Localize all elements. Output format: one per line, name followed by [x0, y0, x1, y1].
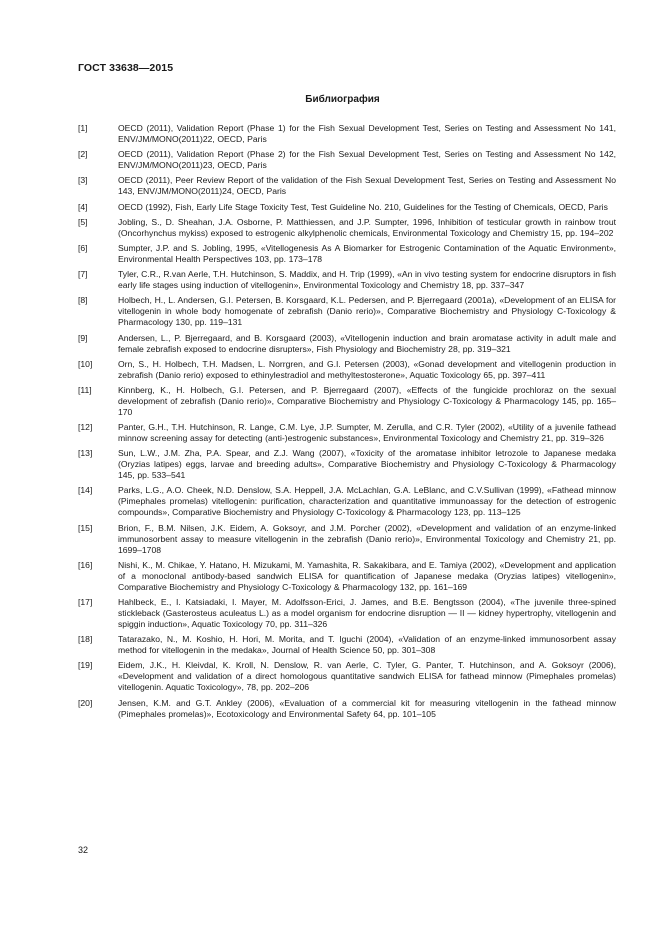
- entry-text: Panter, G.H., T.H. Hutchinson, R. Lange, C.M. Lye, J.P. Sumpter, M. Zerulla, and C.R. Tyler (2002), «Utility of a juvenile fathead minnow screening assay for detecting (anti-)estrogenic substances», Environmental Toxicology and Chemistry 21, pp. 319–326: [118, 422, 616, 444]
- bibliography-entry: [78, 149, 616, 171]
- entry-number: [10]: [78, 358, 93, 369]
- entry-text: Sumpter, J.P. and S. Jobling, 1995, «Vitellogenesis As A Biomarker for Estrogenic Contamination of the Aquatic Environment», Environmental Health Perspectives 103, pp. 173–178: [118, 242, 616, 264]
- bibliography-entry: [78, 217, 616, 239]
- entry-number: [12]: [78, 422, 93, 433]
- entry-text: Holbech, H., L. Andersen, G.I. Petersen, B. Korsgaard, K.L. Pedersen, and P. Bjerregaard (2001a), «Development of an ELISA for vitellogenin in whole body homogenate of zebrafish (Danio rerio)», Comparative Biochemistry and Physiology C-Toxicology & Pharmacology 130, pp. 119–131: [118, 295, 616, 328]
- entry-number: [14]: [78, 485, 93, 496]
- bibliography-entry: [78, 448, 616, 481]
- entry-text: Andersen, L., P. Bjerregaard, and B. Korsgaard (2003), «Vitellogenin induction and brain aromatase activity in adult male and female zebrafish exposed to endocrine disrupters», Fish Physiology and Biochemistry 28, pp. 319–321: [118, 332, 616, 354]
- entry-text: Jobling, S., D. Sheahan, J.A. Osborne, P. Matthiessen, and J.P. Sumpter, 1996, Inhibition of testicular growth in rainbow trout (Oncorhynchus mykiss) exposed to estrogenic alkylphenolic chemicals, Environmental Toxicology and Chemistry 15, pp. 194–202: [118, 216, 616, 238]
- entry-number: [9]: [78, 332, 88, 343]
- entry-text: Parks, L.G., A.O. Cheek, N.D. Denslow, S.A. Heppell, J.A. McLachlan, G.A. LeBlanc, and C.V.Sullivan (1999), «Fathead minnow (Pimephales promelas) vitellogenin: purification, characterization and quantitative immunoassay for the detection of estrogenic compounds», Comparative Biochemistry and Physiology C-Toxicology & Pharmacology 123, pp. 113–125: [118, 485, 616, 518]
- bibliography-entry: [78, 634, 616, 656]
- entry-text: OECD (1992), Fish, Early Life Stage Toxicity Test, Test Guideline No. 210, Guidelines for the Testing of Chemicals, OECD, Paris: [118, 201, 608, 212]
- entry-number: [5]: [78, 216, 88, 227]
- bibliography-entry: [78, 660, 616, 693]
- entry-text: Sun, L.W., J.M. Zha, P.A. Spear, and Z.J. Wang (2007), «Toxicity of the aromatase inhibitor letrozole to Japanese medaka (Oryzias latipes) eggs, larvae and breeding adults», Comparative Biochemistry and Physiology C-Toxicology & Pharmacology 145, pp. 533–541: [118, 448, 616, 481]
- bibliography-entry: [78, 422, 616, 444]
- bibliography-entry: [78, 359, 616, 381]
- entry-number: [20]: [78, 697, 93, 708]
- entry-text: Tyler, C.R., R.van Aerle, T.H. Hutchinson, S. Maddix, and H. Trip (1999), «An in vivo testing system for endocrine disruptors in fish early life stages using induction of vitellogenin», Environmental Toxicology and Chemistry 18, pp. 337–347: [118, 269, 616, 291]
- bibliography-entry: [78, 560, 616, 593]
- entry-number: [2]: [78, 149, 88, 160]
- bibliography-entry: [78, 385, 616, 418]
- entry-text: OECD (2011), Peer Review Report of the validation of the Fish Sexual Development Test, Series on Testing and Assessment No 143, ENV/JM/MONO(2011)24, OECD, Paris: [118, 175, 616, 197]
- bibliography-entry: [78, 175, 616, 197]
- entry-number: [13]: [78, 448, 93, 459]
- entry-number: [8]: [78, 295, 88, 306]
- bibliography-entry: [78, 698, 616, 720]
- bibliography-entry: [78, 333, 616, 355]
- entry-number: [6]: [78, 242, 88, 253]
- entry-number: [18]: [78, 634, 93, 645]
- entry-text: Orn, S., H. Holbech, T.H. Madsen, L. Norrgren, and G.I. Petersen (2003), «Gonad development and vitellogenin production in zebrafish (Danio rerio) exposed to ethinylestradiol and methyltestosterone», Aquatic Toxicology 65, pp. 397–411: [118, 358, 616, 380]
- entry-text: Brion, F., B.M. Nilsen, J.K. Eidem, A. Goksoyr, and J.M. Porcher (2002), «Development and validation of an enzyme-linked immunosorbent assay to measure vitellogenin in the zebrafish (Danio rerio)», Environmental Toxicology and Chemistry 21, pp. 1699–1708: [118, 522, 616, 555]
- section-title: Библиография: [305, 94, 380, 105]
- entry-number: [16]: [78, 559, 93, 570]
- entry-number: [7]: [78, 269, 88, 280]
- bibliography-list: [78, 123, 616, 724]
- bibliography-entry: [78, 202, 616, 213]
- bibliography-entry: [78, 243, 616, 265]
- entry-text: Jensen, K.M. and G.T. Ankley (2006), «Evaluation of a commercial kit for measuring vitellogenin in the fathead minnow (Pimephales promelas)», Ecotoxicology and Environmental Safety 64, pp. 101–105: [118, 697, 616, 719]
- standard-designation: ГОСТ 33638—2015: [78, 62, 174, 74]
- entry-number: [4]: [78, 201, 88, 212]
- entry-text: OECD (2011), Validation Report (Phase 1) for the Fish Sexual Development Test, Series on Testing and Assessment No 141, ENV/JM/MONO(2011)22, OECD, Paris: [118, 123, 616, 144]
- entry-text: Hahlbeck, E., I. Katsiadaki, I. Mayer, M. Adolfsson-Erici, J. James, and B.E. Bengtsson (2004), «The juvenile three-spined stickleback (Gasterosteus aculeatus L.) as a model organism for endocrine disruption — II — kidney hypertrophy, vitellogenin and spiggin induction», Aquatic Toxicology 70, pp. 311–326: [118, 597, 616, 629]
- bibliography-entry: [78, 523, 616, 556]
- entry-text: Kinnberg, K., H. Holbech, G.I. Petersen, and P. Bjerregaard (2007), «Effects of the fungicide prochloraz on the sexual development of zebrafish (Danio rerio)», Comparative Biochemistry and Physiology C-Toxicology & Pharmacology 145, pp. 165–170: [118, 384, 616, 417]
- entry-number: [19]: [78, 660, 93, 671]
- entry-text: Nishi, K., M. Chikae, Y. Hatano, H. Mizukami, M. Yamashita, R. Sakakibara, and E. Tamiya (2002), «Development and application of a monoclonal antibody-based sandwich ELISA for quantification of Japanese medaka (Oryzias latipes) vitellogenin», Comparative Biochemistry and Physiology C-Toxicology & Pharmacology 132, pp. 161–169: [118, 559, 616, 592]
- bibliography-entry: [78, 269, 616, 291]
- entry-text: Eidem, J.K., H. Kleivdal, K. Kroll, N. Denslow, R. van Aerle, C. Tyler, G. Panter, T. Hutchinson, and A. Goksoyr (2006), «Development and validation of a direct homologous quantitative sandwich ELISA for fathead minnow (Pimephales promelas) vitellogenin. Aquatic Toxicology», 78, pp. 202–206: [118, 660, 616, 693]
- entry-number: [17]: [78, 597, 93, 607]
- bibliography-entry: [78, 295, 616, 328]
- entry-number: [15]: [78, 522, 93, 533]
- entry-number: [11]: [78, 384, 92, 395]
- page-number: 32: [78, 845, 89, 855]
- entry-text: OECD (2011), Validation Report (Phase 2) for the Fish Sexual Development Test, Series on Testing and Assessment No 142, ENV/JM/MONO(2011)23, OECD, Paris: [118, 149, 616, 171]
- entry-text: Tatarazako, N., M. Koshio, H. Hori, M. Morita, and T. Iguchi (2004), «Validation of an enzyme-linked immunosorbent assay method for vitellogenin in the medaka», Journal of Health Science 50, pp. 301–308: [118, 634, 616, 656]
- entry-number: [1]: [78, 123, 88, 133]
- bibliography-entry: [78, 123, 616, 145]
- bibliography-entry: [78, 597, 616, 630]
- entry-number: [3]: [78, 175, 88, 186]
- bibliography-entry: [78, 485, 616, 518]
